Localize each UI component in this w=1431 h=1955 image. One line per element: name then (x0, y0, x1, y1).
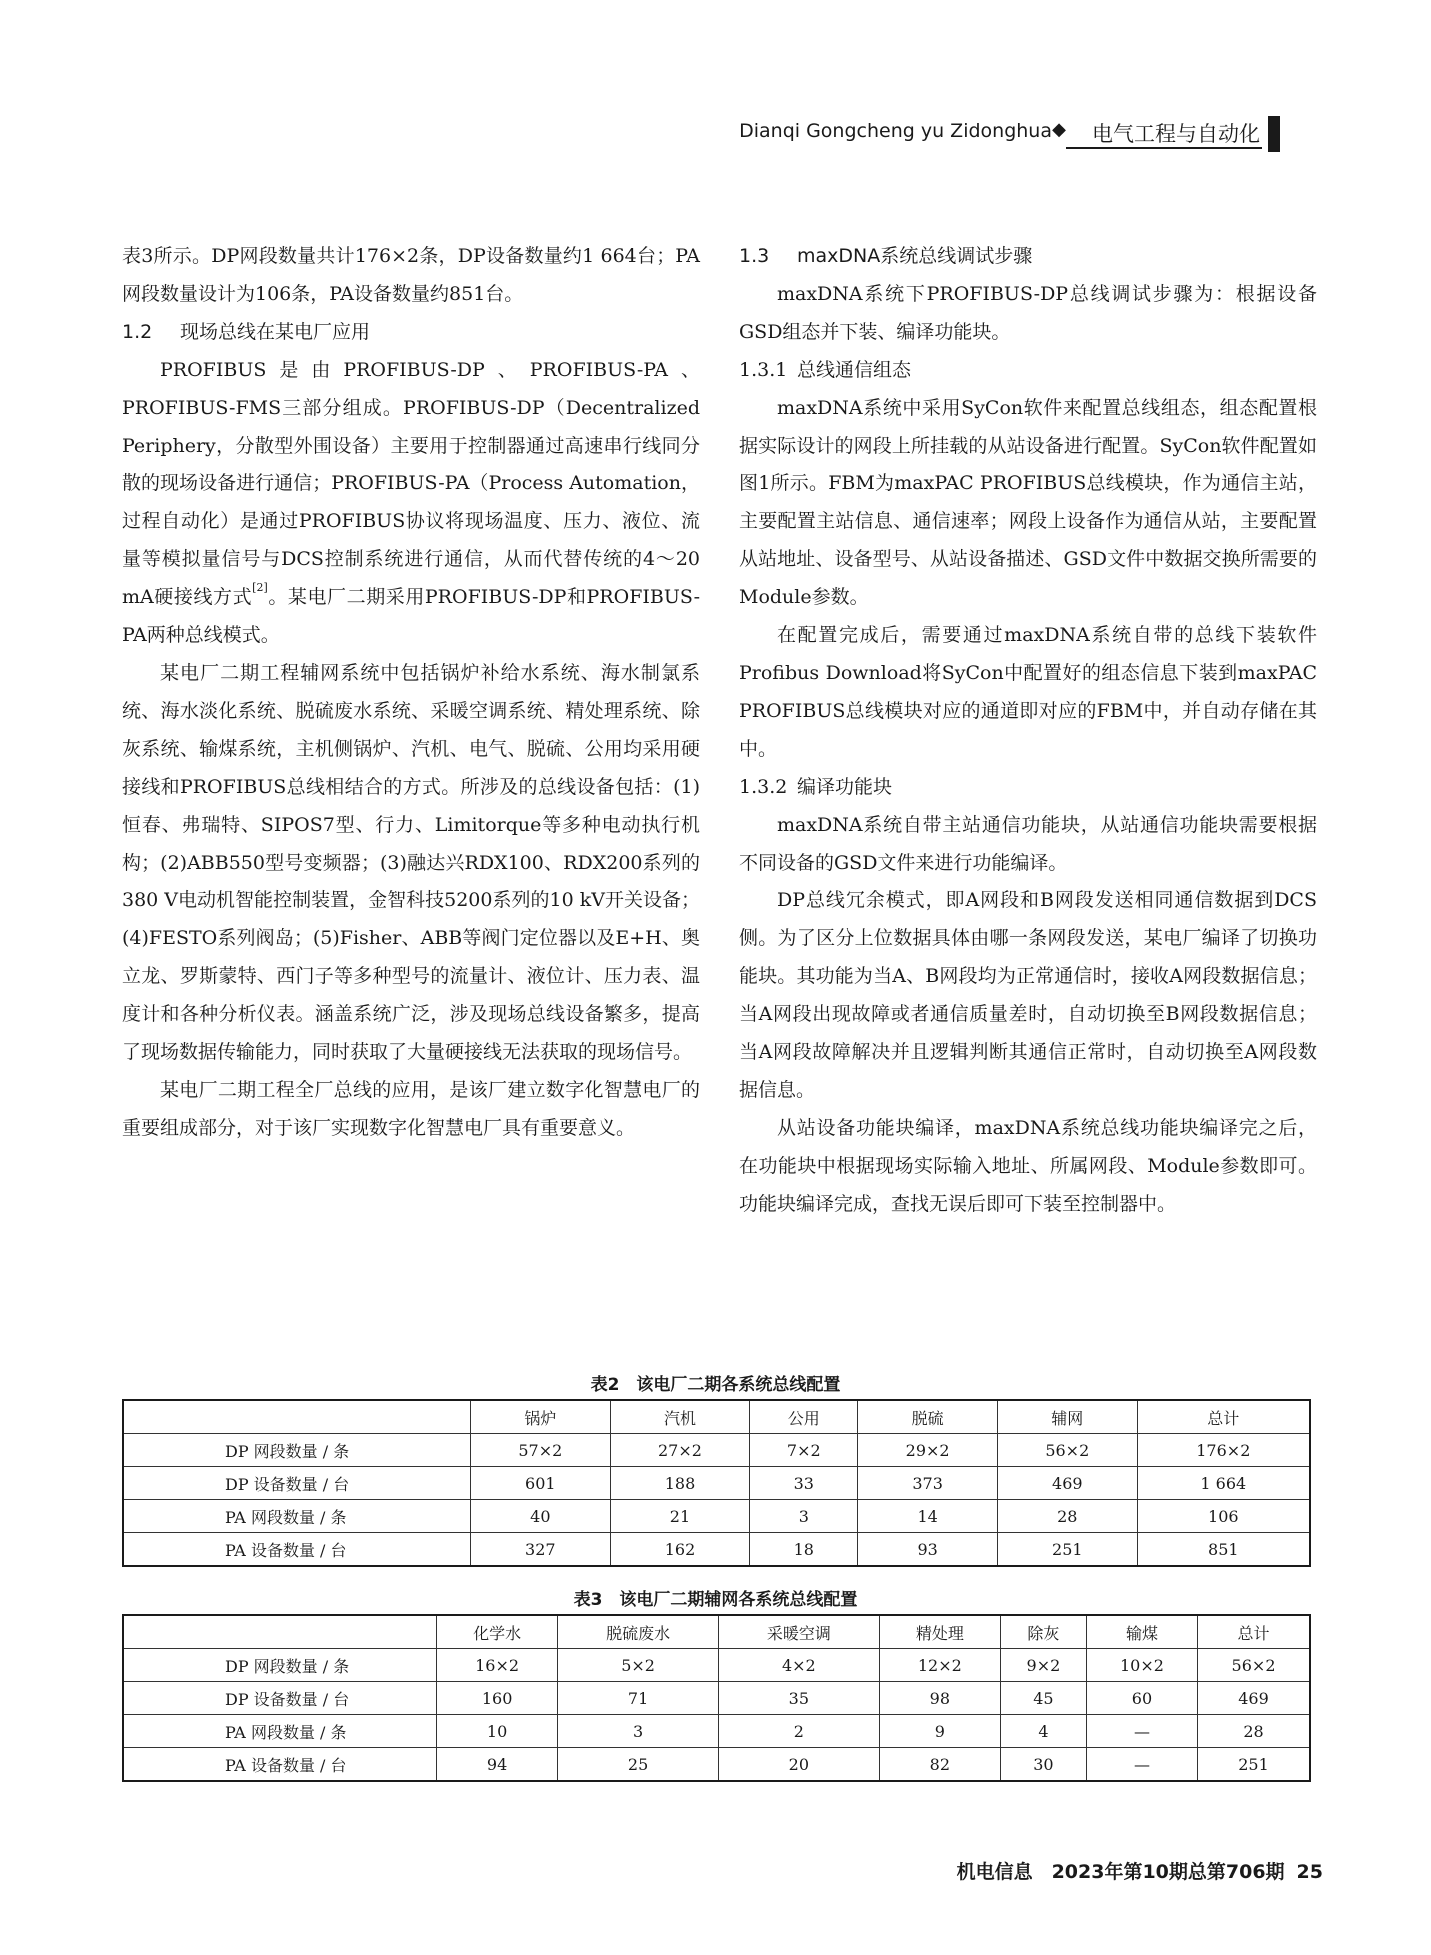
table-header-cell: 总计 (1137, 1400, 1310, 1434)
table-cell: 7×2 (750, 1434, 858, 1467)
paragraph: DP总线冗余模式，即A网段和B网段发送相同通信数据到DCS侧。为了区分上位数据具体由哪一条网段发送，某电厂编译了切换功能块。其功能为当A、B网段均为正常通信时，接收A网段数据信息；当A网段出现故障或者通信质量差时，自动切换至B网段数据信息；当A网段故障解决并且逻辑判断其通信正常时，自动切换至A网段数据信息。 (739, 889, 1317, 1101)
table-header-cell (123, 1400, 471, 1434)
table-cell: 12×2 (879, 1649, 1000, 1682)
table-cell: 94 (437, 1748, 558, 1782)
table-cell: 469 (1198, 1682, 1310, 1715)
table-row (123, 1715, 1310, 1748)
table-header-cell (123, 1615, 437, 1649)
table-cell: 2 (718, 1715, 879, 1748)
table-row (123, 1533, 1310, 1567)
section-title: 现场总线在某电厂应用 (180, 320, 371, 343)
table-cell: 176×2 (1137, 1434, 1310, 1467)
paragraph: maxDNA系统自带主站通信功能块，从站通信功能块需要根据不同设备的GSD文件来进行功能编译。 (739, 813, 1317, 874)
table-header-cell: 公用 (750, 1400, 858, 1434)
row-label: DP 网段数量 / 条 (123, 1649, 437, 1682)
table-cell: 106 (1137, 1500, 1310, 1533)
table-row (123, 1682, 1310, 1715)
table-cell: 10 (437, 1715, 558, 1748)
paragraph-continued: 表3所示。DP网段数量共计176×2条，DP设备数量约1 664台；PA网段数量设计为106条，PA设备数量约851台。 (122, 245, 700, 305)
section-title: maxDNA系统总线调试步骤 (797, 245, 1033, 267)
section-heading-1-3-1 (739, 352, 1317, 390)
table-cell: 160 (437, 1682, 558, 1715)
section-number: 1.2 (122, 320, 153, 343)
running-header (739, 116, 1280, 150)
table-cell: 9 (879, 1715, 1000, 1748)
row-label: PA 设备数量 / 台 (123, 1748, 437, 1782)
table-cell: 4 (1000, 1715, 1086, 1748)
table-cell: 35 (718, 1682, 879, 1715)
table-header-cell: 脱硫 (858, 1400, 998, 1434)
table-cell: — (1086, 1715, 1197, 1748)
table-header-cell: 脱硫废水 (558, 1615, 719, 1649)
table-header-cell: 采暖空调 (718, 1615, 879, 1649)
table-cell: 10×2 (1086, 1649, 1197, 1682)
journal-pinyin: Dianqi Gongcheng yu Zidonghua (739, 120, 1052, 142)
table-cell: 60 (1086, 1682, 1197, 1715)
table-cell: 601 (471, 1467, 611, 1500)
table-cell: 4×2 (718, 1649, 879, 1682)
paragraph: 某电厂二期工程全厂总线的应用，是该厂建立数字化智慧电厂的重要组成部分，对于该厂实现数字化智慧电厂具有重要意义。 (122, 1078, 700, 1139)
table-cell: 21 (610, 1500, 750, 1533)
table-cell: 57×2 (471, 1434, 611, 1467)
page-number: 25 (1296, 1861, 1323, 1883)
table-cell: 56×2 (1198, 1649, 1310, 1682)
section-title: 编译功能块 (797, 775, 893, 798)
table-cell: 45 (1000, 1682, 1086, 1715)
section-number: 1.3 (739, 245, 770, 267)
paragraph: 在配置完成后，需要通过maxDNA系统自带的总线下装软件Profibus Download将SyCon中配置好的组态信息下装到maxPAC PROFIBUS总线模块对应的通道即对应的FBM中，并自动存储在其中。 (739, 624, 1317, 760)
table-3 (122, 1614, 1311, 1782)
table-cell: 469 (997, 1467, 1137, 1500)
row-label: PA 网段数量 / 条 (123, 1715, 437, 1748)
paragraph: maxDNA系统中采用SyCon软件来配置总线组态，组态配置根据实际设计的网段上所挂载的从站设备进行配置。SyCon软件配置如图1所示。FBM为maxPAC PROFIBUS总线模块，作为通信主站，主要配置主站信息、通信速率；网段上设备作为通信从站，主要配置从站地址、设备型号、从站设备描述、GSD文件中数据交换所需要的Module参数。 (739, 396, 1317, 609)
table-cell: 16×2 (437, 1649, 558, 1682)
page-footer (957, 1857, 1323, 1884)
table-cell: 3 (750, 1500, 858, 1533)
table-cell: 251 (997, 1533, 1137, 1567)
table-row (123, 1649, 1310, 1682)
paragraph-text: 。某电厂二期采用PROFIBUS-DP和PROFIBUS-PA两种总线模式。 (122, 586, 700, 647)
paragraph: 从站设备功能块编译，maxDNA系统总线功能块编译完之后，在功能块中根据现场实际输入地址、所属网段、Module参数即可。功能块编译完成，查找无误后即可下装至控制器中。 (739, 1116, 1317, 1215)
table-cell: 851 (1137, 1533, 1310, 1567)
table-cell: 82 (879, 1748, 1000, 1782)
section-number: 1.3.1 (739, 358, 788, 381)
table-cell: — (1086, 1748, 1197, 1782)
row-label: DP 网段数量 / 条 (123, 1434, 471, 1467)
table-row (123, 1500, 1310, 1533)
table-cell: 28 (1198, 1715, 1310, 1748)
table-header-cell: 输煤 (1086, 1615, 1197, 1649)
paragraph: 某电厂二期工程辅网系统中包括锅炉补给水系统、海水制氯系统、海水淡化系统、脱硫废水系统、采暖空调系统、精处理系统、除灰系统、输煤系统，主机侧锅炉、汽机、电气、脱硫、公用均采用硬接线和PROFIBUS总线相结合的方式。所涉及的总线设备包括：(1)恒春、弗瑞特、SIPOS7型、行力、Limitorque等多种电动执行机构；(2)ABB550型号变频器；(3)融达兴RDX100、RDX200系列的380 V电动机智能控制装置，金智科技5200系列的10 kV开关设备；(4)FESTO系列阀岛；(5)Fisher、ABB等阀门定位器以及E+H、奥立龙、罗斯蒙特、西门子等多种型号的流量计、液位计、压力表、温度计和各种分析仪表。涵盖系统广泛，涉及现场总线设备繁多，提高了现场数据传输能力，同时获取了大量硬接线无法获取的现场信号。 (122, 661, 700, 1064)
table-cell: 3 (558, 1715, 719, 1748)
table-cell: 251 (1198, 1748, 1310, 1782)
row-label: PA 网段数量 / 条 (123, 1500, 471, 1533)
journal-issue: 机电信息 2023年第10期总第706期 (956, 1861, 1285, 1883)
section-number: 1.3.2 (739, 775, 788, 798)
left-column (122, 238, 700, 1148)
reference-mark: [2] (252, 581, 268, 595)
table-header-cell: 精处理 (879, 1615, 1000, 1649)
table-cell: 5×2 (558, 1649, 719, 1682)
diamond-icon: ◆ (1052, 119, 1066, 140)
paragraph (122, 352, 700, 655)
section-title: 总线通信组态 (797, 358, 912, 381)
row-label: DP 设备数量 / 台 (123, 1467, 471, 1500)
paragraph-text: PROFIBUS是由PROFIBUS-DP、PROFIBUS-PA、PROFIBUS-FMS三部分组成。PROFIBUS-DP（Decentralized Periphery，分散型外围设备）主要用于控制器通过高速串行线同分散的现场设备进行通信；PROFIBUS-PA（Process Automation，过程自动化）是通过PROFIBUS协议将现场温度、压力、液位、流量等模拟量信号与DCS控制系统进行通信，从而代替传统的4～20 mA硬接线方式 (122, 358, 700, 609)
table-cell: 28 (997, 1500, 1137, 1533)
section-heading-1-3 (739, 238, 1317, 276)
table-cell: 9×2 (1000, 1649, 1086, 1682)
table-2-caption: 表2 该电厂二期各系统总线配置 (590, 1375, 841, 1395)
section-heading-1-3-2 (739, 769, 1317, 807)
header-bar (1268, 116, 1280, 152)
table-header-cell: 除灰 (1000, 1615, 1086, 1649)
table-cell: 33 (750, 1467, 858, 1500)
table-cell: 162 (610, 1533, 750, 1567)
table-cell: 327 (471, 1533, 611, 1567)
table-cell: 25 (558, 1748, 719, 1782)
table-cell: 30 (1000, 1748, 1086, 1782)
table-header-cell: 化学水 (437, 1615, 558, 1649)
table-header-row (123, 1615, 1310, 1649)
table-cell: 1 664 (1137, 1467, 1310, 1500)
section-heading-1-2 (122, 314, 700, 352)
table-cell: 188 (610, 1467, 750, 1500)
table-cell: 18 (750, 1533, 858, 1567)
right-column (739, 238, 1317, 1224)
table-2 (122, 1399, 1311, 1567)
row-label: DP 设备数量 / 台 (123, 1682, 437, 1715)
table-cell: 14 (858, 1500, 998, 1533)
table-header-row (123, 1400, 1310, 1434)
table-row (123, 1434, 1310, 1467)
table-cell: 27×2 (610, 1434, 750, 1467)
table-cell: 373 (858, 1467, 998, 1500)
table-header-cell: 辅网 (997, 1400, 1137, 1434)
table-header-cell: 锅炉 (471, 1400, 611, 1434)
paragraph: maxDNA系统下PROFIBUS-DP总线调试步骤为：根据设备GSD组态并下装、编译功能块。 (739, 282, 1317, 343)
row-label: PA 设备数量 / 台 (123, 1533, 471, 1567)
table-row (123, 1467, 1310, 1500)
table-header-cell: 总计 (1198, 1615, 1310, 1649)
table-cell: 71 (558, 1682, 719, 1715)
table-cell: 40 (471, 1500, 611, 1533)
table-cell: 56×2 (997, 1434, 1137, 1467)
table-cell: 29×2 (858, 1434, 998, 1467)
table-header-cell: 汽机 (610, 1400, 750, 1434)
table-cell: 98 (879, 1682, 1000, 1715)
table-3-caption: 表3 该电厂二期辅网各系统总线配置 (573, 1590, 858, 1610)
journal-chinese-title: 电气工程与自动化 (1092, 122, 1260, 146)
table-row (123, 1748, 1310, 1782)
table-cell: 20 (718, 1748, 879, 1782)
table-cell: 93 (858, 1533, 998, 1567)
header-underline (1066, 147, 1262, 149)
